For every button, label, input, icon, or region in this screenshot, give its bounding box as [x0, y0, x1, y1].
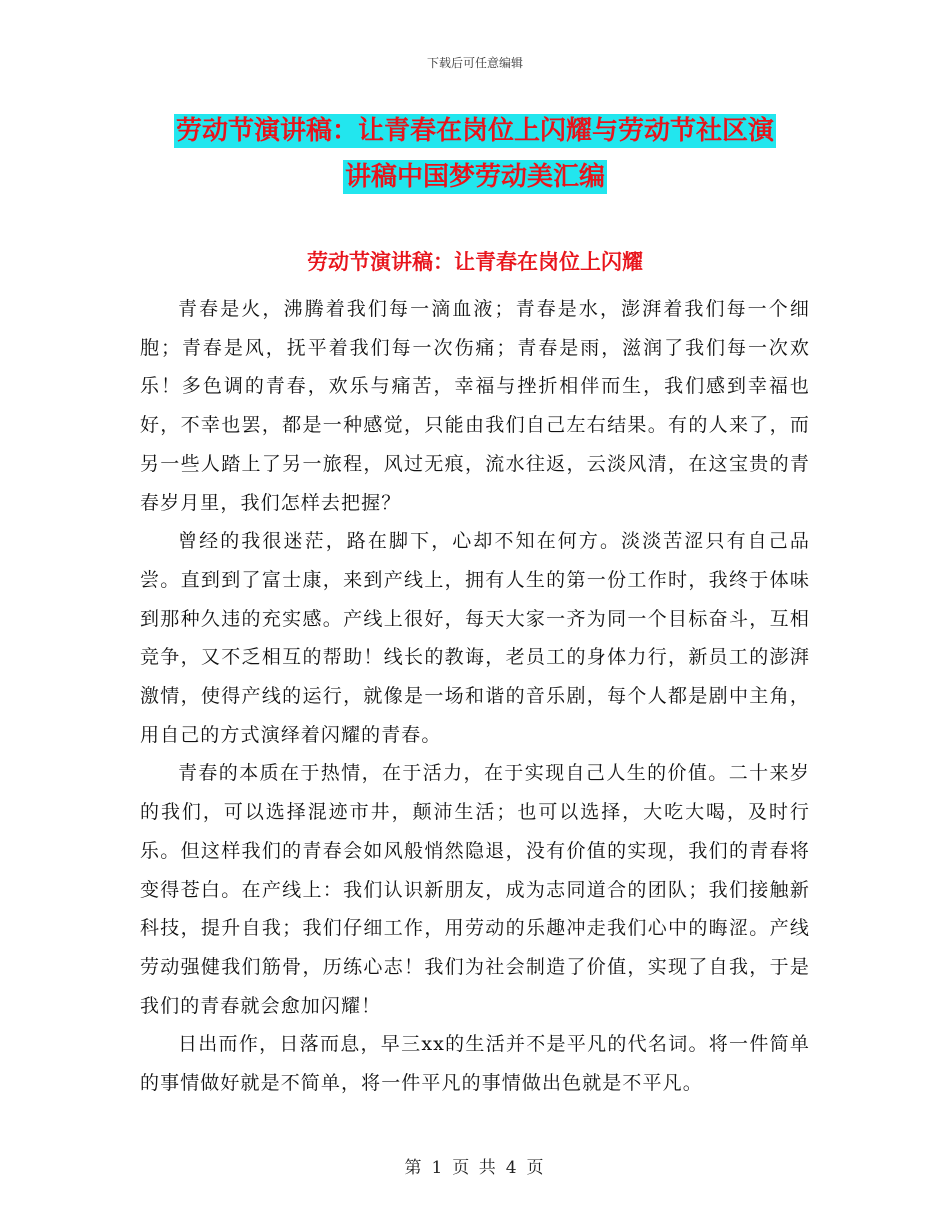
paragraph: 日出而作，日落而息，早三xx的生活并不是平凡的代名词。将一件简单的事情做好就是不简单，将一件平凡的事情做出色就是不平凡。: [140, 1033, 810, 1095]
title-line-1: 劳动节演讲稿：让青春在岗位上闪耀与劳动节社区演: [175, 116, 774, 146]
section-title: 劳动节演讲稿：让青春在岗位上闪耀: [307, 250, 643, 274]
document-title: [140, 108, 810, 200]
paragraph: 曾经的我很迷茫，路在脚下，心却不知在何方。淡淡苦涩只有自己品尝。直到到了富士康，来到产线上，拥有人生的第一份工作时，我终于体味到那种久违的充实感。产线上很好，每天大家一齐为同一个目标奋斗，互相竞争，又不乏相互的帮助！线长的教诲，老员工的身体力行，新员工的澎湃激情，使得产线的运行，就像是一场和谐的音乐剧，每个人都是剧中主角，用自己的方式演绎着闪耀的青春。: [140, 530, 810, 746]
footer-prefix: 第: [404, 1158, 424, 1178]
paragraph: 青春的本质在于热情，在于活力，在于实现自己人生的价值。二十来岁的我们，可以选择混迹市井，颠沛生活；也可以选择，大吃大喝，及时行乐。但这样我们的青春会如风般悄然隐退，没有价值的实现，我们的青春将变得苍白。在产线上：我们认识新朋友，成为志同道合的团队；我们接触新科技，提升自我；我们仔细工作，用劳动的乐趣冲走我们心中的晦涩。产线劳动强健我们筋骨，历练心志！我们为社会制造了价值，实现了自我，于是我们的青春就会愈加闪耀！: [140, 762, 810, 1017]
page-footer: [0, 1153, 950, 1178]
paragraph: 青春是火，沸腾着我们每一滴血液；青春是水，澎湃着我们每一个细胞；青春是风，抚平着我们每一次伤痛；青春是雨，滋润了我们每一次欢乐！多色调的青春，欢乐与痛苦，幸福与挫折相伴而生，我们感到幸福也好，不幸也罢，都是一种感觉，只能由我们自己左右结果。有的人来了，而另一些人踏上了另一旅程，风过无痕，流水往返，云淡风清，在这宝贵的青春岁月里，我们怎样去把握？: [140, 298, 810, 514]
footer-suffix: 页: [526, 1158, 546, 1178]
body-text: [140, 290, 810, 1103]
page-number: 1: [431, 1158, 445, 1178]
title-line-2: 讲稿中国梦劳动美汇编: [344, 162, 605, 192]
page-total: 4: [505, 1158, 519, 1178]
header-note: 下载后可任意编辑: [426, 56, 523, 70]
footer-mid: 页 共: [452, 1158, 498, 1178]
